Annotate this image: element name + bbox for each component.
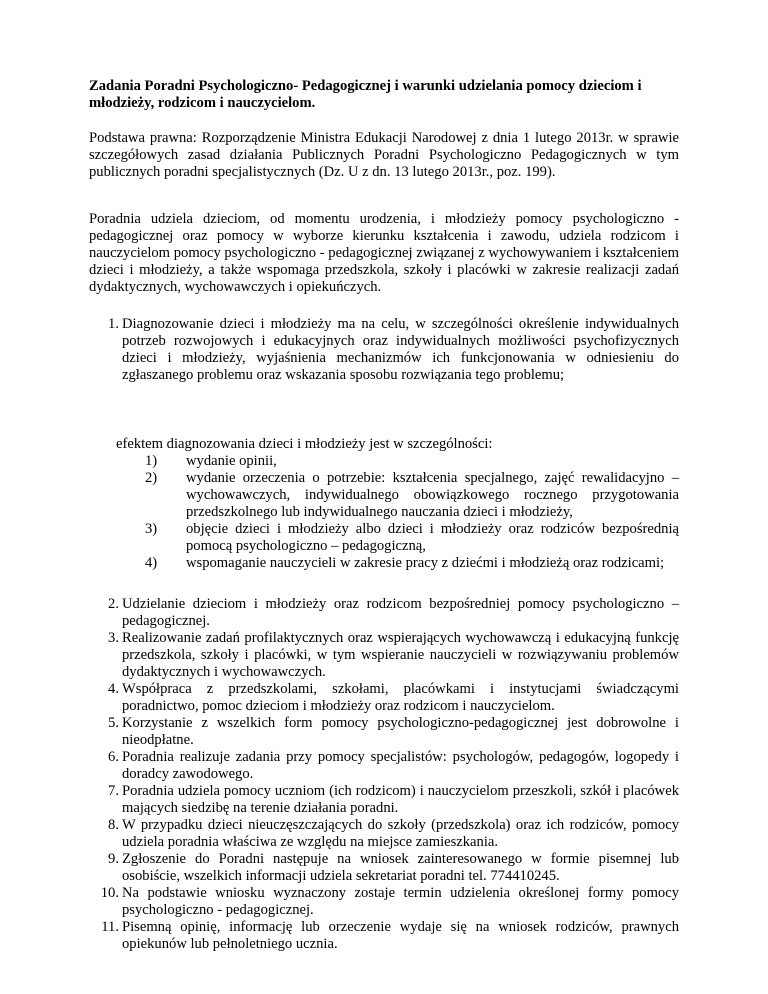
list-item [89,316,679,384]
list-item-text: Diagnozowanie dzieci i młodzieży ma na celu, w szczególności określenie indywidualnych potrzeb rozwojowych i edukacyjnych oraz indywidualnych możliwości psychofizycznych dzieci i młodzieży, wyjaśnienia mechanizmów ich funkcjonowania w odniesieniu do zgłaszanego problemu oraz wskazania sposobu rozwiązania tego problemu; [122,316,679,383]
list-item [89,630,679,681]
list-item-number: 3. [108,630,119,646]
list-item [89,851,679,885]
list-item-text: Zgłoszenie do Poradni następuje na wniosek zainteresowanego w formie pisemnej lub osobiście, wszelkich informacji udziela sekretariat poradni tel. 774410245. [122,851,679,884]
list-item-text: Udzielanie dzieciom i młodzieży oraz rodzicom bezpośredniej pomocy psychologiczno – pedagogicznej. [122,596,679,629]
list-item-text: Pisemną opinię, informację lub orzeczenie wydaje się na wniosek rodziców, prawnych opiekunów lub pełnoletniego ucznia. [122,919,679,952]
list-item-number: 10. [100,885,119,901]
list-item [89,681,679,715]
effect-item-text: objęcie dzieci i młodzieży albo dzieci i młodzieży oraz rodziców bezpośrednią pomocą psychologiczno – pedagogiczną, [186,521,679,554]
effect-item [116,453,679,470]
list-item-number: 2. [108,596,119,612]
list-item-number: 4. [108,681,119,697]
list-item [89,596,679,630]
list-item [89,715,679,749]
list-item-number: 11. [101,919,119,935]
effect-item-text: wydanie orzeczenia o potrzebie: kształcenia specjalnego, zajęć rewalidacyjno – wychowawczych, indywidualnego obowiązkowego rocznego przygotowania przedszkolnego lub indywidualnego nauczania dzieci i młodzieży, [186,470,679,520]
list-item [89,919,679,953]
list-item-number: 9. [108,851,119,867]
list-item-text: Realizowanie zadań profilaktycznych oraz wspierających wychowawczą i edukacyjną funkcję przedszkola, szkoły i placówki, w tym wspieranie nauczycieli w rozwiązywaniu problemów dydaktycznych i wychowawczych. [122,630,679,680]
list-item [89,783,679,817]
list-item-text: Poradnia realizuje zadania przy pomocy specjalistów: psychologów, pedagogów, logopedy i doradcy zawodowego. [122,749,679,782]
effect-item-number: 4) [145,555,158,571]
intro-paragraph: Poradnia udziela dzieciom, od momentu urodzenia, i młodzieży pomocy psychologiczno - pedagogicznej oraz pomocy w wyborze kierunku kształcenia i zawodu, udziela rodzicom i nauczycielom pomocy psychologiczno - pedagogicznej związanej z wychowywaniem i kształceniem dzieci i młodzieży, a także wspomaga przedszkola, szkoły i placówki w zakresie realizacji zadań dydaktycznych, wychowawczych i opiekuńczych. [89,211,679,295]
document-title: Zadania Poradni Psychologiczno- Pedagogicznej i warunki udzielania pomocy dzieciom i młodzieży, rodzicom i nauczycielom. [89,78,642,111]
effect-item-number: 1) [145,453,158,469]
list-item-number: 5. [108,715,119,731]
list-item-text: W przypadku dzieci nieuczęszczających do szkoły (przedszkola) oraz ich rodziców, pomocy udziela poradnia właściwa ze względu na miejsce zamieszkania. [122,817,679,850]
list-item-text: Korzystanie z wszelkich form pomocy psychologiczno-pedagogicznej jest dobrowolne i nieodpłatne. [122,715,679,748]
effect-item [116,470,679,521]
list-item [89,885,679,919]
list-item-number: 6. [108,749,119,765]
list-item-text: Współpraca z przedszkolami, szkołami, placówkami i instytucjami świadczącymi poradnictwo, pomoc dzieciom i młodzieży oraz rodzicom i nauczycielom. [122,681,679,714]
list-item-number: 7. [108,783,119,799]
diagnosis-effects [116,436,679,572]
list-item-text: Na podstawie wniosku wyznaczony zostaje termin udzielenia określonej formy pomocy psychologiczno - pedagogicznej. [122,885,679,918]
list-item-number: 1. [108,316,119,332]
list-item [89,749,679,783]
effect-item-text: wydanie opinii, [186,453,277,469]
effect-item-number: 2) [145,470,158,486]
effect-item-number: 3) [145,521,158,537]
effect-item-text: wspomaganie nauczycieli w zakresie pracy z dziećmi i młodzieżą oraz rodzicami; [186,555,665,571]
effects-lead: efektem diagnozowania dzieci i młodzieży jest w szczególności: [116,436,493,452]
list-item [89,817,679,851]
list-item-number: 8. [108,817,119,833]
effect-item [116,555,679,572]
legal-basis-paragraph: Podstawa prawna: Rozporządzenie Ministra Edukacji Narodowej z dnia 1 lutego 2013r. w sprawie szczegółowych zasad działania Publicznych Poradni Psychologiczno Pedagogicznych w tym publicznych poradni specjalistycznych (Dz. U z dn. 13 lutego 2013r., poz. 199). [89,130,679,180]
effect-item [116,521,679,555]
list-item-text: Poradnia udziela pomocy uczniom (ich rodzicom) i nauczycielom przeszkoli, szkół i placówek mających siedzibę na terenie działania poradni. [122,783,679,816]
